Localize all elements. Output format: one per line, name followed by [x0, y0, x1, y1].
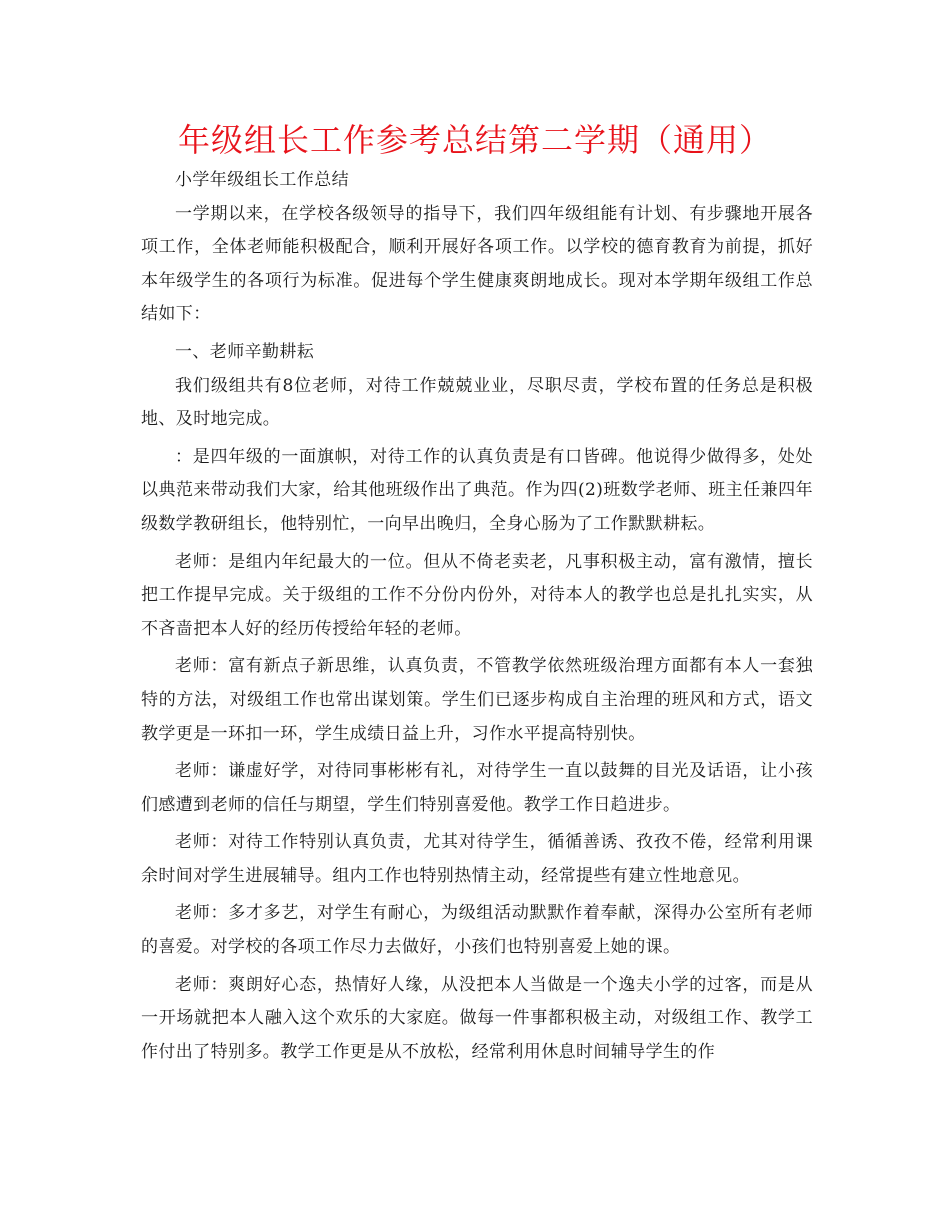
section-heading: 一、老师辛勤耕耘 [175, 341, 315, 362]
body-paragraph: 老师：多才多艺，对学生有耐心，为级组活动默默作着奉献，深得办公室所有老师的喜爱。对学校的各项工作尽力去做好，小孩们也特别喜爱上她的课。 [141, 903, 813, 958]
document-title: 年级组长工作参考总结第二学期（通用） [177, 121, 772, 159]
body-paragraph: 老师：富有新点子新思维，认真负责，不管教学依然班级治理方面都有本人一套独特的方法，对级组工作也常出谋划策。学生们已逐步构成自主治理的班风和方式，语文教学更是一环扣一环，学生成绩日益上升，习作水平提高特别快。 [141, 656, 813, 744]
body-paragraph: 老师：是组内年纪最大的一位。但从不倚老卖老，凡事积极主动，富有激情，擅长把工作提早完成。关于级组的工作不分份内份外，对待本人的教学也总是扎扎实实，从不吝啬把本人好的经历传授给年轻的老师。 [141, 551, 813, 639]
body-paragraph: 老师：爽朗好心态，热情好人缘，从没把本人当做是一个逸夫小学的过客，而是从一开场就把本人融入这个欢乐的大家庭。做每一件事都积极主动，对级组工作、教学工作付出了特别多。教学工作更是从不放松，经常利用休息时间辅导学生的作 [141, 974, 813, 1062]
body-paragraph: 老师：对待工作特别认真负责，尤其对待学生，循循善诱、孜孜不倦，经常利用课余时间对学生进展辅导。组内工作也特别热情主动，经常提些有建立性地意见。 [141, 832, 813, 886]
document-body [141, 164, 813, 1073]
body-paragraph: 我们级组共有8位老师，对待工作兢兢业业，尽职尽责，学校布置的任务总是积极地、及时地完成。 [141, 375, 813, 430]
section-subtitle: 小学年级组长工作总结 [175, 170, 349, 190]
body-paragraph: 老师：谦虚好学，对待同事彬彬有礼，对待学生一直以鼓舞的目光及话语，让小孩们感遭到老师的信任与期望，学生们特别喜爱他。教学工作日趋进步。 [141, 761, 813, 815]
intro-paragraph: 一学期以来，在学校各级领导的指导下，我们四年级组能有计划、有步骤地开展各项工作，全体老师能积极配合，顺利开展好各项工作。以学校的德育教育为前提，抓好本年级学生的各项行为标准。促进每个学生健康爽朗地成长。现对本学期年级组工作总结如下： [141, 203, 813, 325]
body-paragraph: ：是四年级的一面旗帜，对待工作的认真负责是有口皆碑。他说得少做得多，处处以典范来带动我们大家，给其他班级作出了典范。作为四(2)班数学老师、班主任兼四年级数学教研组长，他特别忙，一向早出晚归，全身心肠为了工作默默耕耘。 [141, 446, 813, 534]
